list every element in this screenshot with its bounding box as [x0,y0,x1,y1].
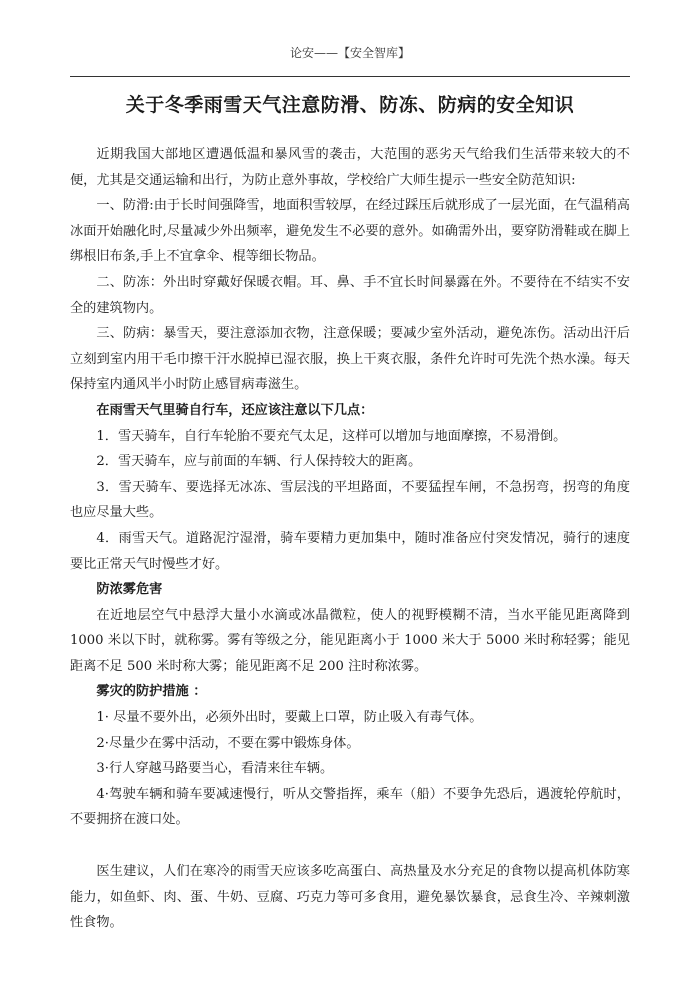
page-header: 论安——【安全智库】 [289,46,410,60]
anti-illness-paragraph: 三、防病：暴雪天，要注意添加衣物，注意保暖；要减少室外活动，避免冻伤。活动出汗后立刻到室内用干毛巾擦干汗水脱掉已湿衣服，换上干爽衣服，条件允许时可先洗个热水澡。每天保持室内通风半小时防止感冒病毒滋生。 [70,326,630,393]
cycling-tip-1: 1．雪天骑车，自行车轮胎不要充气太足，这样可以增加与地面摩擦，不易滑倒。 [96,428,567,444]
document-title: 关于冬季雨雪天气注意防滑、防冻、防病的安全知识 [125,94,575,116]
cycling-tip-4: 4．雨雪天气。道路泥泞湿滑，骑车要精力更加集中，随时准备应付突发情况，骑行的速度要比正常天气时慢些才好。 [70,530,630,572]
fog-description: 在近地层空气中悬浮大量小水滴或冰晶微粒，使人的视野模糊不清，当水平能见距离降到 1000 米以下时，就称雾。雾有等级之分，能见距离小于 1000 米大于 5000 米时称轻雾；能见距离不足 500 米时称大雾；能见距离不足 200 注时称浓雾。 [70,607,630,674]
intro-paragraph: 近期我国大部地区遭遇低温和暴风雪的袭击，大范围的恶劣天气给我们生活带来较大的不便，尤其是交通运输和出行，为防止意外事故，学校给广大师生提示一些安全防范知识: [70,147,630,188]
anti-slip-paragraph: 一、防滑:由于长时间强降雪，地面积雪较厚，在经过踩压后就形成了一层光面，在气温稍高冰面开始融化时,尽量减少外出频率，避免发生不必要的意外。如确需外出，要穿防滑鞋或在脚上绑根旧布条,手上不宜拿伞、棍等细长物品。 [70,198,630,265]
fog-measure-1: 1· 尽量不要外出，必须外出时，要戴上口罩，防止吸入有毒气体。 [96,710,483,726]
anti-freeze-paragraph: 二、防冻：外出时穿戴好保暖衣帽。耳、鼻、手不宜长时间暴露在外。不要待在不结实不安全的建筑物内。 [70,274,630,316]
fog-heading: 防浓雾危害 [96,582,163,598]
cycling-tip-3: 3．雪天骑车、要选择无冰冻、雪层浅的平坦路面，不要猛捏车闸，不急拐弯，拐弯的角度也应尽量大些。 [70,479,630,521]
fog-measures-heading: 雾灾的防护措施 ： [96,684,207,700]
fog-measure-3: 3·行人穿越马路要当心，看清来往车辆。 [96,761,334,777]
cycling-heading: 在雨雪天气里骑自行车，还应该注意以下几点： [96,402,374,418]
cycling-tip-2: 2．雪天骑车，应与前面的车辆、行人保持较大的距离。 [96,454,422,470]
fog-measure-2: 2·尽量少在雾中活动，不要在雾中锻炼身体。 [96,735,360,751]
doctor-advice-paragraph: 医生建议，人们在寒冷的雨雪天应该多吃高蛋白、高热量及水分充足的食物以提高机体防寒能力，如鱼虾、肉、蛋、牛奶、豆腐、巧克力等可多食用，避免暴饮暴食，忌食生冷、辛辣刺激性食物。 [70,864,630,931]
header-divider [70,76,630,77]
document-body [70,142,630,936]
fog-measure-4: 4·驾驶车辆和骑车要减速慢行，听从交警指挥，乘车（船）不要争先恐后，遇渡轮停航时，不要拥挤在渡口处。 [70,786,630,828]
